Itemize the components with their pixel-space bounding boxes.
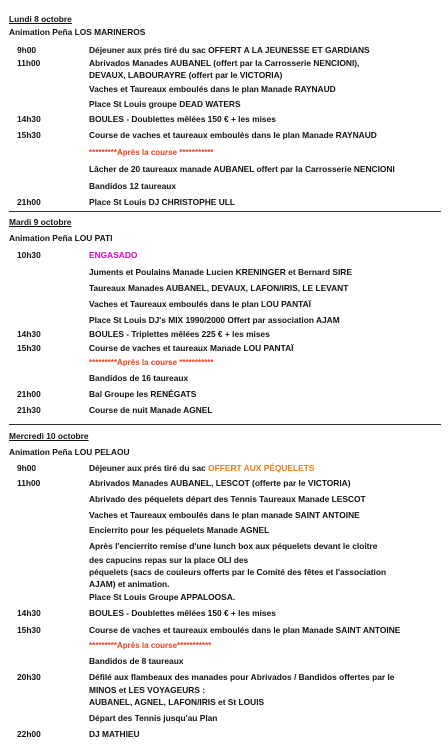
event-text: Déjeuner aux prés tiré du sac OFFERT A LA JEUNESSE ET GARDIANS — [89, 45, 370, 55]
event-time: 14h30 — [17, 329, 41, 339]
event-text — [89, 463, 314, 473]
event-text: AUBANEL, AGNEL, LAFON/IRIS et St LOUIS — [89, 697, 265, 707]
event-text: BOULES - Doublettes mêlées 150 € + les mises — [89, 114, 276, 124]
event-time: 14h30 — [17, 114, 41, 124]
event-text: DEVAUX, LABOURAYRE (offert par le VICTORIA) — [89, 70, 283, 80]
day-title: Lundi 8 octobre — [9, 14, 72, 24]
event-text: Course de vaches et taureaux Manade LOU PANTAÏ — [89, 343, 294, 353]
event-text: Défilé aux flambeaux des manades pour Abrivados / Bandidos offertes par le — [89, 672, 395, 682]
event-text: BOULES - Triplettes mêlées 225 € + les mises — [89, 329, 270, 339]
day-divider — [9, 211, 441, 212]
event-time: 15h30 — [17, 343, 41, 353]
event-text: Juments et Poulains Manade Lucien KRENINGER et Bernard SIRE — [89, 267, 352, 277]
event-text: Abrivados Manades AUBANEL (offert par la Carrosserie NENCIONI), — [89, 58, 360, 68]
after-course-banner: *********Après la course*********** — [89, 641, 212, 650]
event-time: 14h30 — [17, 608, 41, 618]
event-text: Après l'encierrito remise d'une lunch box aux péquelets devant le cloitre — [89, 541, 378, 551]
day-title: Mercredi 10 octobre — [9, 431, 89, 441]
day-animation: Animation Peña LOU PELAOU — [9, 447, 130, 457]
event-text: Place St Louis DJ's MIX 1990/2000 Offert par association AJAM — [89, 315, 340, 325]
event-text: DJ MATHIEU — [89, 729, 140, 739]
event-text: Départ des Tennis jusqu'au Plan — [89, 713, 218, 723]
day-animation: Animation Peña LOU PATI — [9, 233, 113, 243]
event-text: Place St Louis Groupe APPALOOSA. — [89, 592, 236, 602]
event-text: Abrivado des péquelets départ des Tennis Taureaux Manade LESCOT — [89, 494, 366, 504]
event-text: Bandidos de 16 taureaux — [89, 373, 189, 383]
event-time: 20h30 — [17, 672, 41, 682]
event-time: 21h00 — [17, 389, 41, 399]
event-time: 9h00 — [17, 463, 37, 473]
offert-pequelets-label: OFFERT AUX PÉQUELETS — [208, 463, 315, 473]
event-text-main: Déjeuner aux prés tiré du sac — [89, 463, 206, 473]
event-time: 15h30 — [17, 130, 41, 140]
event-text: Encierrito pour les péquelets Manade AGNEL — [89, 525, 270, 535]
after-course-banner: *********Après la course *********** — [89, 358, 214, 367]
event-text: Course de vaches et taureaux emboulés dans le plan Manade SAINT ANTOINE — [89, 625, 401, 635]
event-text: Bandidos de 8 taureaux — [89, 656, 184, 666]
event-text: Bandidos 12 taureaux — [89, 181, 177, 191]
day-title: Mardi 9 octobre — [9, 217, 72, 227]
event-time: 22h00 — [17, 729, 41, 739]
event-text: Taureaux Manades AUBANEL, DEVAUX, LAFON/IRIS, LE LEVANT — [89, 283, 349, 293]
event-text: Lâcher de 20 taureaux manade AUBANEL offert par la Carrosserie NENCIONI — [89, 164, 395, 174]
event-text: péquelets (sacs de couleurs offerts par le Comité des fêtes et l'association — [89, 567, 387, 577]
event-time: 11h00 — [17, 58, 41, 68]
event-time: 21h30 — [17, 405, 41, 415]
event-time: 15h30 — [17, 625, 41, 635]
event-time: 21h00 — [17, 197, 41, 207]
event-text: Course de nuit Manade AGNEL — [89, 405, 213, 415]
event-text: Bal Groupe les RENÉGATS — [89, 389, 197, 399]
day-animation: Animation Peña LOS MARINEROS — [9, 27, 146, 37]
event-time: 10h30 — [17, 250, 41, 260]
event-text: Vaches et Taureaux emboulés dans le plan LOU PANTAÏ — [89, 299, 311, 309]
event-text: Place St Louis groupe DEAD WATERS — [89, 99, 241, 109]
event-time: 11h00 — [17, 478, 41, 488]
event-text: Course de vaches et taureaux emboulés dans le plan Manade RAYNAUD — [89, 130, 377, 140]
engasado-label: ENGASADO — [89, 250, 138, 260]
after-course-banner: *********Après la course *********** — [89, 148, 214, 157]
event-text: MINOS et LES VOYAGEURS : — [89, 685, 206, 695]
event-text: Vaches et Taureaux emboulés dans le plan Manade RAYNAUD — [89, 84, 336, 94]
event-text: des capucins repas sur la place OLI des — [89, 555, 249, 565]
event-text: Place St Louis DJ CHRISTOPHE ULL — [89, 197, 235, 207]
day-divider — [9, 424, 441, 425]
event-text: BOULES - Doublettes mêlées 150 € + les mises — [89, 608, 276, 618]
event-text: AJAM) et animation. — [89, 579, 170, 589]
event-text: Vaches et Taureaux emboulés dans le plan manade SAINT ANTOINE — [89, 510, 360, 520]
event-text: Abrivados Manades AUBANEL, LESCOT (offerte par le VICTORIA) — [89, 478, 351, 488]
event-time: 9h00 — [17, 45, 37, 55]
